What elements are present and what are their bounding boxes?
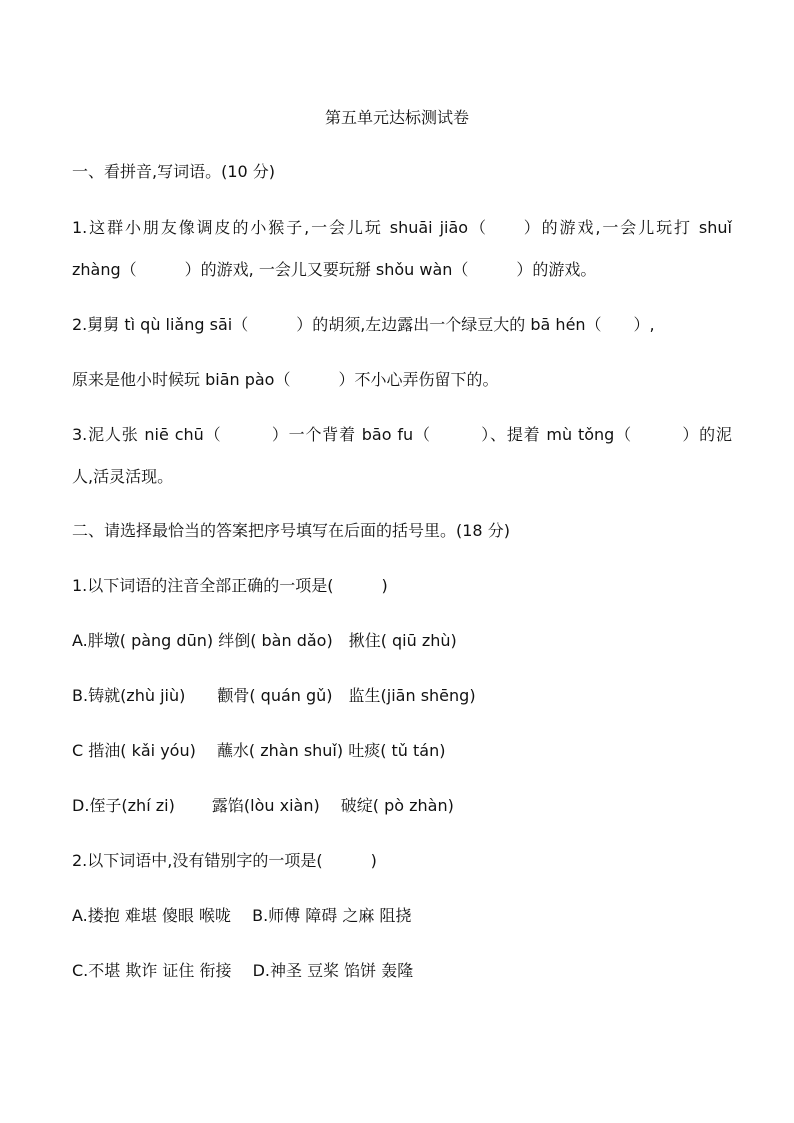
section-heading-1: 一、看拼音,写词语。(10 分)	[72, 162, 276, 181]
mc-question-1-option-a: A.胖墩( pàng dūn) 绊倒( bàn dǎo) 揪住( qiū zhù)	[72, 631, 457, 650]
question-3-line-1: 3.泥人张 niē chū（ ）一个背着 bāo fu（ ）、提着 mù tǒng（ ）的泥	[72, 425, 732, 444]
mc-question-1-option-b: B.铸就(zhù jiù) 颧骨( quán gǔ) 监生(jiān shēng)	[72, 686, 476, 705]
mc-question-1-option-c: C 揩油( kǎi yóu) 蘸水( zhàn shuǐ) 吐痰( tǔ tán)	[72, 741, 446, 760]
mc-question-2-options-cd: C.不堪 欺诈 证住 衔接 D.神圣 豆桨 馅饼 轰隆	[72, 961, 414, 980]
question-2-line-1: 2.舅舅 tì qù liǎng sāi（ ）的胡须,左边露出一个绿豆大的 bā hén（ ）,	[72, 315, 655, 334]
mc-question-1: 1.以下词语的注音全部正确的一项是( )	[72, 576, 388, 595]
mc-question-2: 2.以下词语中,没有错别字的一项是( )	[72, 851, 377, 870]
mc-question-2-options-ab: A.搂抱 难堪 傻眼 喉咙 B.师傅 障碍 之麻 阻挠	[72, 906, 412, 925]
section-heading-2: 二、请选择最恰当的答案把序号填写在后面的括号里。(18 分)	[72, 521, 510, 540]
question-1-line-1: 1.这群小朋友像调皮的小猴子,一会儿玩 shuāi jiāo（ ）的游戏,一会儿玩打 shuǐ	[72, 218, 732, 237]
question-1-line-2: zhàng（ ）的游戏, 一会儿又要玩掰 shǒu wàn（ ）的游戏。	[72, 260, 597, 279]
question-3-line-2: 人,活灵活现。	[72, 467, 174, 486]
question-2-line-2: 原来是他小时候玩 biān pào（ ）不小心弄伤留下的。	[72, 370, 499, 389]
mc-question-1-option-d: D.侄子(zhí zi) 露馅(lòu xiàn) 破绽( pò zhàn)	[72, 796, 454, 815]
page-title: 第五单元达标测试卷	[324, 108, 469, 127]
